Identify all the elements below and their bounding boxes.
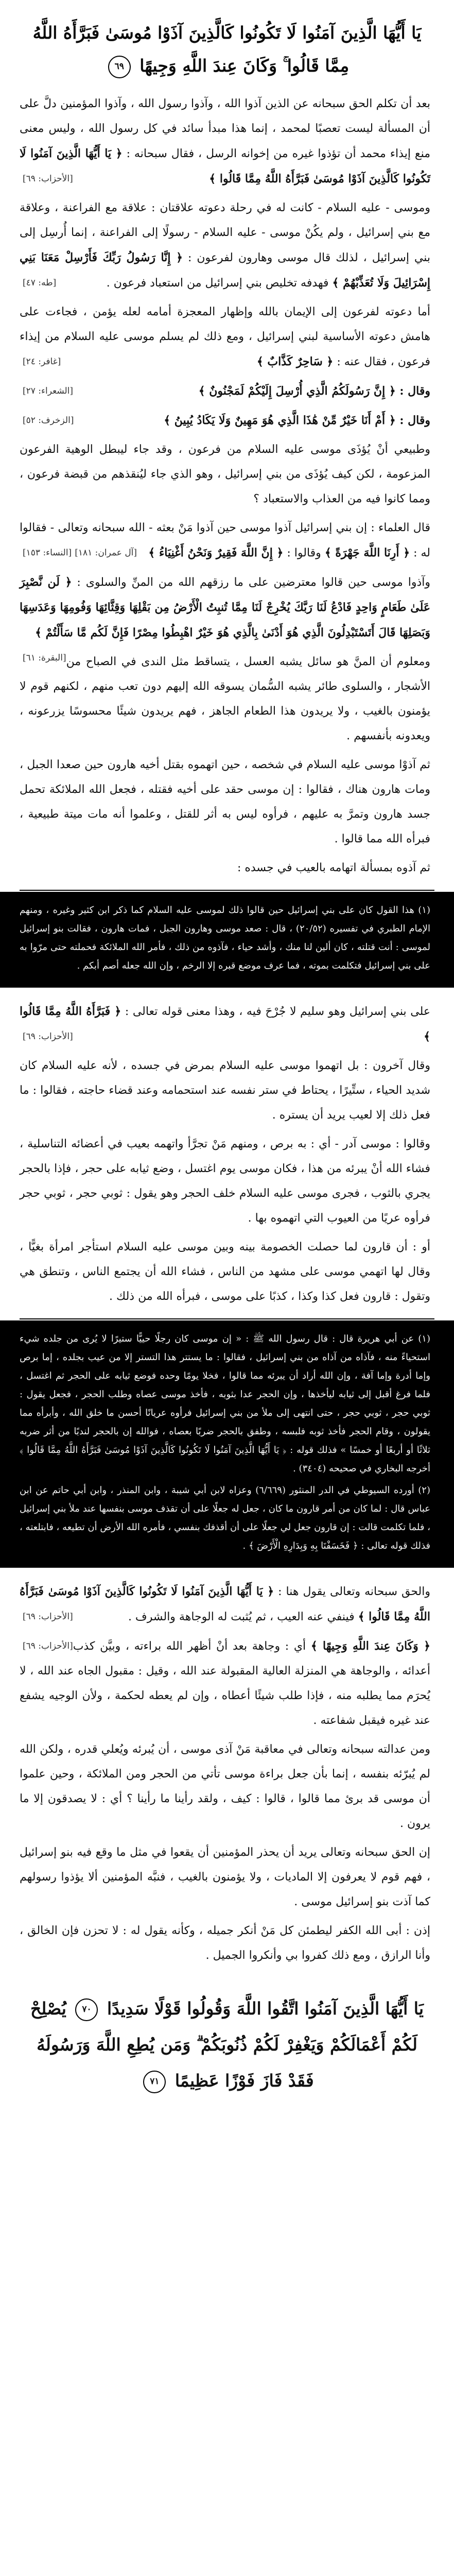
footnote-block-2 bbox=[0, 1320, 454, 1568]
paragraph bbox=[20, 1132, 430, 1231]
verse-reference: [الأحزاب: ٦٩] bbox=[23, 174, 73, 184]
quran-quote: ﴿ فَبَرَّأَهُ اللَّهُ مِمَّا قَالُوا ﴾ bbox=[20, 1005, 430, 1043]
paragraph-text: وقال آخرون : بل اتهموا موسى عليه السلام بمرض في جسده ، لأنه عليه السلام كان شديد الحياء ، ستِّيرًا ، يحتاط في ستر نفسه عند استحمامه وعند قضاء حاجته ، فقالوا : ما فعل ذلك إلا لعيب يريد أن يستره . bbox=[20, 1059, 430, 1122]
verse-reference: [الأحزاب: ٦٩] bbox=[23, 1641, 73, 1651]
verse-reference: [طه: ٤٧] bbox=[23, 278, 57, 288]
paragraph-text: قال العلماء : إن بني إسرائيل آذوا موسى حين آذوا مَنْ بعثه - الله سبحانه وتعالى - فقالوا له : bbox=[20, 521, 430, 560]
paragraph-text: فهدفه تخليص بني إسرائيل من استعباد فرعون . bbox=[106, 277, 329, 290]
footnote: (١) عن أبي هريرة قال : قال رسول الله ﷺ : « إن موسى كان رجلًا حييًّا ستيرًا لا يُرى من جلده شيء استحياءً منه ، فآذاه من آذاه من بني إسرائيل ، فقالوا : ما يستتر هذا التستر إلا من عيب بجلده ، إما برص وإما أدرة وإما آفة ، وإن الله أراد أن يبرئه مما قالوا ، فخلا يومًا وحده فوضع ثيابه على الحجر ثم اغتسل ، فلما فرغ أقبل إلى ثيابه ليأخذها ، وإن الحجر عدا بثوبه ، فأخذ موسى عصاه وطلب الحجر ، فجعل يقول : ثوبي حجر ، ثوبي حجر ، حتى انتهى إلى ملأ من بني إسرائيل فرأوه عريانًا أحسن ما خلق الله ، وأبرأه مما يقولون ، وقام الحجر فأخذ ثوبه فلبسه ، وطفق بالحجر ضربًا بعصاه ، فوالله إن بالحجر لندبًا من أثر ضربه ثلاثًا أو أربعًا أو خمسًا » فذلك قوله : ﴿ يَا أَيُّهَا الَّذِينَ آمَنُوا لَا تَكُونُوا كَالَّذِينَ آذَوْا مُوسَىٰ فَبَرَّأَهُ اللَّهُ مِمَّا قَالُوا ﴾ أخرجه البخاري في صحيحه (٣٤٠٤) . bbox=[20, 1333, 430, 1474]
paragraph-text: أما دعوته لفرعون إلى الإيمان بالله وإظهار المعجزة أمامه لعله يؤمن ، فجاءت على هامش دعوته الأساسية لبني إسرائيل ، ومع ذلك لم يسلم موسى عليه السلام من إيذاء فرعون ، فقال عنه : bbox=[20, 306, 430, 368]
verse-reference: [غافر: ٢٤] bbox=[23, 357, 61, 367]
footnote-divider bbox=[20, 1318, 434, 1319]
ayah-number-badge: ٧٠ bbox=[75, 1998, 98, 2021]
verse-reference: [البقرة: ٦١] bbox=[23, 653, 66, 663]
paragraph-text: فينفي عنه العيب ، ثم يُثبت له الوجاهة والشرف . bbox=[128, 1611, 355, 1623]
paragraph-text: ومن عدالته سبحانه وتعالى في معاقبة مَنْ آذى موسى ، أن يُبرئه ويُعلي قدره ، ولكن الله لم يُبرّئه بنفسه ، إنما بأن جعل براءة موسى تأتي من الحجر ومن الملائكة ، وحين علموا أن موسى قد برئ مما قالوا ، قالوا : كيف ، ولقد رأينا ما رأينا ؟ أي : لا يصدقون إلا ما يرون . bbox=[20, 1743, 430, 1830]
paragraph bbox=[20, 92, 430, 192]
paragraph bbox=[20, 1235, 430, 1309]
paragraph-text: أو : أن قارون لما حصلت الخصومة بينه وبين موسى عليه السلام استأجر امرأة بغيًّا ، وقال لها اتهمي موسى على مشهد من الناس ، فشاء الله أن يجتمع الناس ، وتنطق هي وتقول : قارون فعل كذا وكذا ، كذبًا على موسى ، فبرأه الله من ذلك . bbox=[20, 1241, 430, 1303]
paragraph bbox=[20, 753, 430, 852]
paragraph bbox=[20, 1054, 430, 1128]
quran-quote: ﴿ لَن نَّصْبِرَ عَلَىٰ طَعَامٍ وَاحِدٍ فَادْعُ لَنَا رَبَّكَ يُخْرِجْ لَنَا مِمَّا تُنبِتُ الْأَرْضُ مِن بَقْلِهَا وَقِثَّائِهَا وَفُومِهَا وَعَدَسِهَا وَبَصَلِهَا قَالَ أَتَسْتَبْدِلُونَ الَّذِي هُوَ أَدْنَىٰ بِالَّذِي هُوَ خَيْرٌ اهْبِطُوا مِصْرًا فَإِنَّ لَكُم مَّا سَأَلْتُمْ ﴾ bbox=[20, 575, 430, 639]
paragraph bbox=[20, 516, 430, 566]
paragraph bbox=[20, 650, 430, 749]
paragraph-text: ثم آذوه بمسألة اتهامه بالعيب في جسده : bbox=[237, 861, 430, 874]
paragraph-text: أي : وجاهة بعد أنْ أظهر الله براءته ، وبيَّن كذب أعدائه ، والوجاهة هي المنزلة العالية المقبولة عند الله ، وقيل : مقبول الجاه عند الله ، لا يُحرَم مما يطلبه منه ، فإذا طلب شيئًا أعطاه ، وإن لم يعطه لحكمة ، ولأن الوجيه يشفع عند غيره فيقبل شفاعته . bbox=[20, 1640, 430, 1727]
paragraph bbox=[20, 1737, 430, 1836]
verse-reference: [النساء: ١٥٣] bbox=[23, 548, 72, 558]
quran-quote: ﴿ يَا أَيُّهَا الَّذِينَ آمَنُوا لَا تَكُونُوا كَالَّذِينَ آذَوْا مُوسَىٰ فَبَرَّأَهُ اللَّهُ مِمَّا قَالُوا ﴾ bbox=[20, 1585, 430, 1623]
paragraph bbox=[20, 1634, 430, 1733]
quran-quote: ﴿ سَاحِرٌ كَذَّابٌ ﴾ bbox=[256, 355, 334, 368]
footnote-divider bbox=[20, 890, 434, 891]
footer-verse-line-1: يَا أَيُّهَا الَّذِينَ آمَنُوا اتَّقُوا اللَّهَ وَقُولُوا قَوْلًا سَدِيدًا bbox=[107, 1998, 424, 2019]
quran-quote: ﴿ أَرِنَا اللَّهَ جَهْرَةً ﴾ bbox=[324, 546, 410, 560]
commentary-section-3 bbox=[0, 1579, 454, 1968]
commentary-section-1 bbox=[0, 92, 454, 880]
paragraph-text: إن الحق سبحانه وتعالى يريد أن يحذر المؤمنين أن يقعوا في مثل ما وقع فيه بنو إسرائيل ، فهم قوم لا يعرفون إلا الماديات ، ولا يؤمنون بالغيب ، فنبَّه المؤمنين ألا يؤذوا رسولهم كما آذت بنو إسرائيل موسى . bbox=[20, 1846, 430, 1908]
footnote: (١) هذا القول كان على بني إسرائيل حين قالوا ذلك لموسى عليه السلام كما ذكر ابن كثير وغيره ، ومنهم الإمام الطبري في تفسيره (٢٠/٥٢) ، قال : صعد موسى وهارون الجبل ، فمات هارون ، فقالت بنو إسرائيل لموسى : أنت قتلته ، كان ألين لنا منك ، وأشد حياء ، فآذوه من ذلك ، فأمر الله الملائكة فحملته حتى مرّوا به على بني إسرائيل فتكلمت بموته ، فما عرف موضع قبره إلا الرخم ، وإن الله جعله أصم أبكم . bbox=[20, 905, 431, 971]
verse-reference: [الشعراء: ٢٧] bbox=[23, 386, 74, 396]
paragraph-text: وقالوا : bbox=[287, 547, 321, 560]
paragraph bbox=[20, 437, 430, 512]
paragraph-text: وقالوا : موسى آدر - أي : به برص ، ومنهم مَنْ تجرَّأ واتهمه بعيب في أعضائه التناسلية ، فشاء الله أنْ يبرئه من هذا ، فكان موسى يوم اغتسل ، وضع ثيابه على حجر ، فإذا بالحجر يجري بالثوب ، فجرى موسى عليه السلام خلف الحجر وهو يقول : ثوبي حجر ، ثوبي حجر فرأوه عريًا من العيوب التي اتهموه بها . bbox=[20, 1138, 430, 1225]
verse-reference: [الأحزاب: ٦٩] bbox=[23, 1612, 73, 1622]
footnote-block-1 bbox=[0, 892, 454, 988]
quran-quote: ﴿ إِنَّ اللَّهَ فَقِيرٌ وَنَحْنُ أَغْنِيَاءُ ﴾ bbox=[148, 546, 284, 560]
footnote: (٢) أورده السيوطي في الدر المنثور (٦/٦٦٩) وعزاه لابن أبي شيبة ، وابن المنذر ، وابن أبي حاتم عن ابن عباس قال : لما كان من أمر قارون ما كان ، جعل له جعلًا على أن تقذف موسى بنفسها عند ملأ بني إسرائيل ، فلما تكلمت قالت : إن قارون جعل لي جعلًا على أن أقذفك بنفسي ، فأمره الله الأرض أن تطيعه ، فابتلعته ، فذلك قوله تعالى : ﴿ فَخَسَفْنَا بِهِ وَبِدَارِهِ الْأَرْضَ ﴾ . bbox=[20, 1485, 430, 1551]
verse-reference: [الزخرف: ٥٢] bbox=[23, 415, 74, 426]
ayah-number-badge: ٧١ bbox=[143, 2071, 166, 2093]
ayah-number-badge: ٦٩ bbox=[108, 56, 131, 78]
paragraph bbox=[20, 1579, 430, 1630]
header-verse-text: يَا أَيُّهَا الَّذِينَ آمَنُوا لَا تَكُونُوا كَالَّذِينَ آذَوْا مُوسَىٰ فَبَرَّأَهُ اللَّهُ مِمَّا قَالُوا ۚ وَكَانَ عِندَ اللَّهِ وَجِيهًا bbox=[32, 23, 422, 76]
paragraph-text: إذن : أبى الله الكفر ليطمئن كل مَنْ أنكر جميله ، وكأنه يقول له : لا تحزن فإن الخالق ، وأنا الرازق ، ومع ذلك كفروا بي وأنكروا الجميل . bbox=[20, 1924, 430, 1962]
paragraph bbox=[20, 300, 430, 375]
paragraph-text: وآذوا موسى حين قالوا معترضين على ما رزقهم الله من المنِّ والسلوى : bbox=[77, 576, 430, 589]
quran-quote: ﴿ إِنَّا رَسُولُ رَبِّكَ فَأَرْسِلْ مَعَنَا بَنِي إِسْرَائِيلَ وَلَا تُعَذِّبْهُمْ ﴾ bbox=[20, 251, 430, 290]
paragraph bbox=[20, 1840, 430, 1914]
paragraph bbox=[20, 408, 430, 433]
paragraph bbox=[20, 570, 430, 663]
paragraph bbox=[20, 999, 430, 1049]
paragraph bbox=[20, 856, 430, 880]
verse-reference: [الأحزاب: ٦٩] bbox=[23, 1031, 73, 1042]
paragraph bbox=[20, 196, 430, 296]
header-verse bbox=[21, 7, 433, 92]
paragraph-text: بعد أن تكلم الحق سبحانه عن الذين آذوا الله ، وآذوا رسول الله ، وآذوا المؤمنين دلَّ على أن المسألة ليست تعصبًا لمحمد ، إنما هذا مبدأ سائد في كل رسول الله ، وليس معنى منع إيذاء محمد أن تؤذوا غيره من إخوانه الرسل ، فقال سبحانه : bbox=[20, 97, 431, 160]
paragraph-text: وطبيعي أنْ يُؤذَى موسى عليه السلام من فرعون ، وقد جاء ليبطل الوهية الفرعون المزعومة ، لكن كيف يُؤذَى من بني إسرائيل ، وهو الذي جاء ليُنقذهم من قبضة فرعون ، ومما كانوا فيه من العذاب والاستعباد ؟ bbox=[20, 443, 431, 505]
paragraph-text: ومعلوم أن المنَّ هو سائل يشبه العسل ، يتساقط مثل الندى في الصباح من الأشجار ، والسلوى طائر يشبه السُّمان يسوقه الله إليهم دون تعب منهم ، لكنهم قوم لا يؤمنون بالغيب ، ولا يريدون هذا الطعام الجاهز ، فهم يريدون شيئًا محسوسًا يزرعونه ، ويعدونه بأنفسهم . bbox=[20, 655, 430, 742]
quran-quote: وقال : ﴿ إِنَّ رَسُولَكُمُ الَّذِي أُرْسِلَ إِلَيْكُمْ لَمَجْنُونٌ ﴾ bbox=[198, 384, 430, 398]
verse-reference: [آل عمران: ١٨١] bbox=[75, 548, 137, 558]
quran-quote: ﴿ وَكَانَ عِندَ اللَّهِ وَجِيهًا ﴾ bbox=[310, 1639, 431, 1653]
paragraph-text: ثم آذوْا موسى عليه السلام في شخصه ، حين اتهموه بقتل أخيه هارون حين صعدا الجبل ، ومات هارون هناك ، فقالوا : إن موسى حقد على أخيه فقتله ، فجعل الله الملائكة تحمل جسد هارون وتمرَّ به عليهم ، فرأوه ليس به أثر للقتل ، وعلموا أنه مات ميتة طبيعية ، فبرأه الله مما قالوا . bbox=[20, 758, 430, 845]
commentary-section-2 bbox=[0, 999, 454, 1309]
quran-quote: ﴿ يَا أَيُّهَا الَّذِينَ آمَنُوا لَا تَكُونُوا كَالَّذِينَ آذَوْا مُوسَىٰ فَبَرَّأَهُ اللَّهُ مِمَّا قَالُوا ﴾ bbox=[20, 147, 430, 185]
paragraph-text: والحق سبحانه وتعالى يقول هنا : bbox=[278, 1585, 430, 1598]
page bbox=[0, 7, 454, 2576]
paragraph-text: على بني إسرائيل وهو سليم لا جُرْحَ فيه ، وهذا معنى قوله تعالى : bbox=[125, 1005, 430, 1018]
footer-verse-line-2: يُصْلِحْ لَكُمْ أَعْمَالَكُمْ وَيَغْفِرْ لَكُمْ ذُنُوبَكُمْ ۗ وَمَن يُطِعِ اللَّهَ وَرَسُولَهُ فَقَدْ فَازَ فَوْزًا عَظِيمًا bbox=[30, 1998, 417, 2091]
paragraph-text: وموسى - عليه السلام - كانت له في رحلة دعوته علاقتان : علاقة مع الفراعنة ، وعلاقة مع بني إسرائيل ، ولم يكُنْ موسى - عليه السلام - رسولًا إلى الفراعنة ، إنما أُرسِل إلى بني إسرائيل ، لذلك قال موسى وهارون لفرعون : bbox=[20, 201, 430, 264]
paragraph bbox=[20, 379, 430, 404]
paragraph bbox=[20, 1919, 430, 1968]
quran-quote: وقال : ﴿ أَمْ أَنَا خَيْرٌ مِّنْ هَٰذَا الَّذِي هُوَ مَهِينٌ وَلَا يَكَادُ يُبِينُ ﴾ bbox=[164, 414, 430, 427]
footer-verse bbox=[21, 1984, 433, 2106]
